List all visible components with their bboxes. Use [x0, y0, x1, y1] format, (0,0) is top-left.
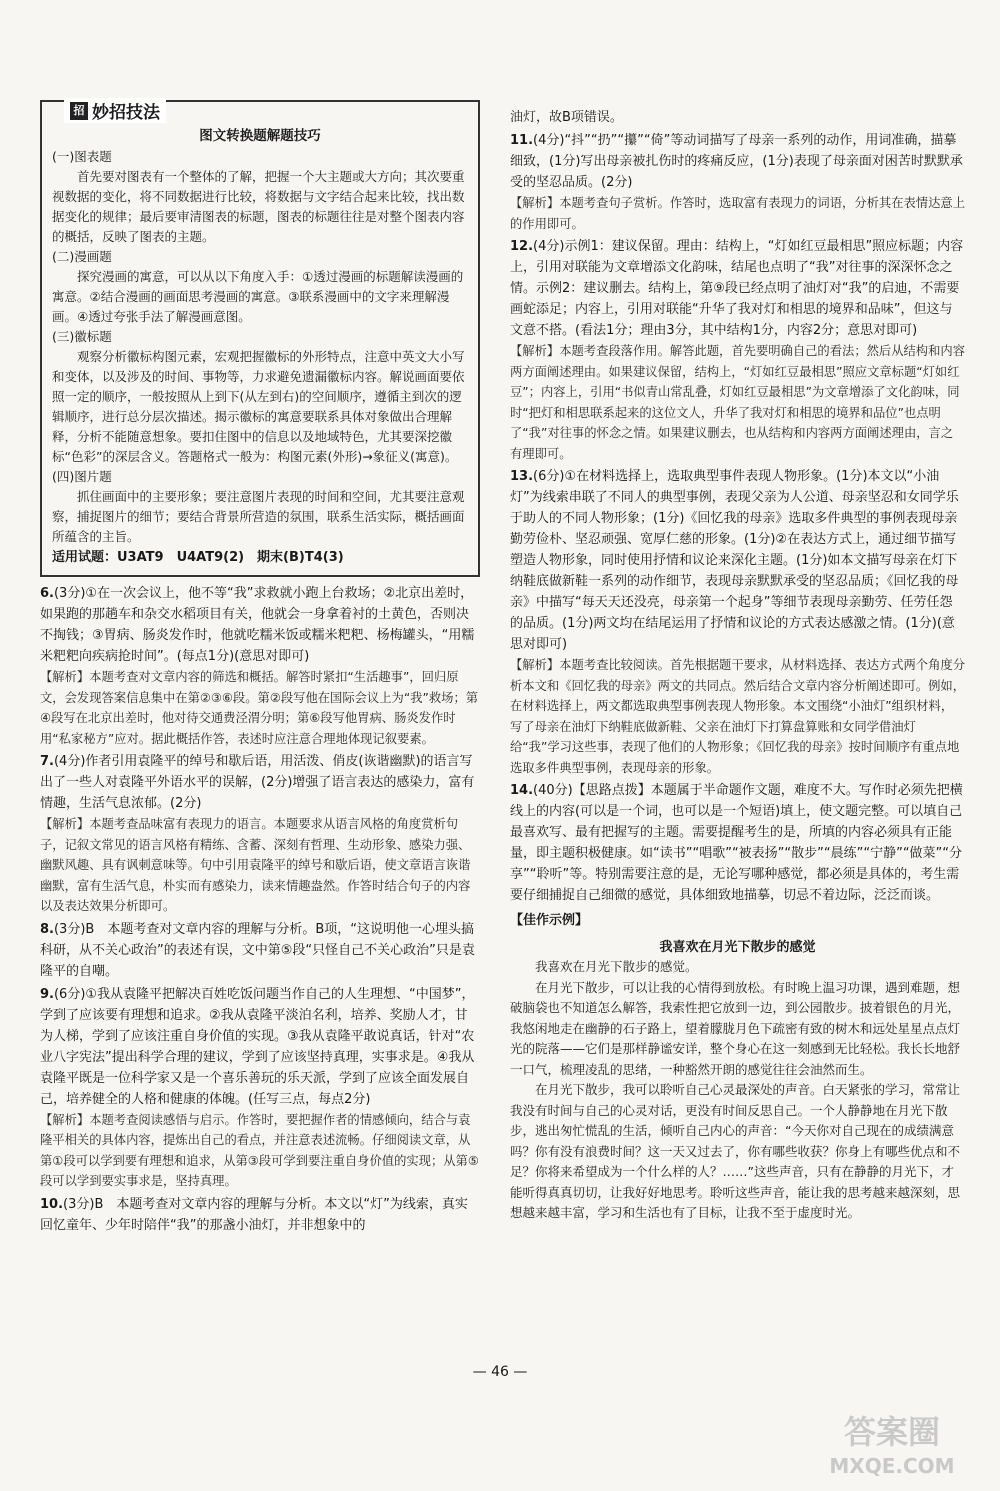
essay-title: 我喜欢在月光下散步的感觉 — [659, 940, 816, 955]
tips-section-heading: (一)图表题 — [52, 149, 112, 164]
answer-number: 11. — [510, 133, 534, 148]
left-answer-list — [40, 583, 480, 1236]
answer-text: (4分)“抖”“扔”“攥”“倚”等动词描写了母亲一系列的动作，用词准确，描摹细致，(1分)写出母亲被扎伤时的疼痛反应，(1分)表现了母亲面对困苦时默默承受的坚忍品质。(2分) — [510, 133, 963, 190]
answer-number: 6. — [40, 586, 54, 601]
essay-label: 【佳作示例】 — [510, 913, 589, 928]
tips-section-text: 抓住画面中的主要形象；要注意图片表现的时间和空间，尤其要注意观察，捕捉图片的细节；要结合背景所营造的氛围，联系生活实际，概括画面所蕴含的主旨。 — [52, 489, 465, 544]
answer-item — [40, 984, 480, 1110]
answer-text: (40分)【思路点拨】本题属于半命题作文题，难度不大。写作时必须先把横线上的内容(可以是一个词，也可以是一个短语)填上，使文题完整。可以填自己最喜欢写、最有把握写的主题。需要提醒考生的是，所填的内容必须具有正能量，即主题积极健康。如“读书”“唱歌”“被表扬”“散步”“晨练”“宁静”“做菜”“分享”“聆听”等。特别需要注意的是，无论写哪种感觉，都必须是具体的，考生需要仔细捕捉自己细微的感觉，具体细致地描摹，切忌不着边际，泛泛而谈。 — [510, 783, 963, 903]
watermark-main: 答案圈 — [843, 1413, 941, 1451]
answer-explanation: 【解析】本题考查比较阅读。首先根据题干要求，从材料选择、表达方式两个角度分析本文和《回忆我的母亲》两文的共同点。然后结合文章内容分析阐述即可。例如，在材料选择上，两文都选取典型事例表现人物形象。本文围绕“小油灯”组织材料，写了母亲在油灯下纳鞋底做新鞋、父亲在油灯下打算盘算账和女同学借油灯给“我”学习这些事，表现了他们的人物形象；《回忆我的母亲》按时间顺序有重点地选取多件典型事例，表现母亲的形象。 — [510, 658, 965, 775]
answer-explanation: 【解析】本题考查对文章内容的筛选和概括。解答时紧扣“生活趣事”，回归原文，会发现答案信息集中在第②③⑥段。第②段写他在国际会议上为“我”救场；第④段写在北京出差时，他对待交通费泾渭分明；第⑥段写他胃病、肠炎发作时用“私家秘方”应对。据此概括作答，表述时应注意合理地体现记叙要素。 — [40, 670, 479, 746]
tips-section-text: 首先要对图表有一个整体的了解，把握一个大主题或大方向；其次要重视数据的变化，将不同数据进行比较，将数据与文字结合起来比较，找出数据变化的规律；最后要审清图表的标题，图表的标题往往是对整个图表内容的概括，反映了图表的主题。 — [52, 169, 465, 244]
left-column — [40, 100, 480, 1236]
essay-body — [510, 957, 965, 1224]
right-answer-list — [510, 107, 965, 906]
tips-section-heading: (二)漫画题 — [52, 249, 112, 264]
answer-item — [40, 1194, 480, 1236]
answer-number: 8. — [40, 921, 54, 937]
answer-explanation: 【解析】本题考查阅读感悟与启示。作答时，要把握作者的情感倾向，结合与袁隆平相关的具体内容，提炼出自己的看点，并注意表述流畅。仔细阅读文章，从第①段可以学到要有理想和追求，从第③段可学到要注重自身价值的实现；从第⑤段可以学到要实事求是，坚持真理。 — [40, 1112, 479, 1188]
answer-item — [40, 919, 480, 982]
answer-number: 13. — [510, 469, 534, 484]
answer-item — [510, 107, 965, 128]
tips-sections — [52, 147, 468, 547]
answer-text: (4分)示例1：建议保留。理由：结构上，“灯如红豆最相思”照应标题；内容上，引用对联能为文章增添文化韵味，结尾也点明了“我”对往事的深深怀念之情。示例2：建议删去。结构上，第⑨段已经点明了油灯对“我”的启迪，不需要画蛇添足；内容上，引用对联能“升华了我对灯和相思的境界和品味”，但这与文意不搭。(看法1分；理由3分，其中结构1分，内容2分；意思对即可) — [510, 239, 964, 338]
answer-item — [40, 751, 480, 814]
answer-text: (3分)B 本题考查对文章内容的理解与分析。B项，“这说明他一心埋头搞科研，从不关心政治”的表述有误，文中第⑤段“只怪自己不关心政治”只是袁隆平的自嘲。 — [40, 921, 475, 979]
answer-explanation: 【解析】本题考查句子赏析。作答时，选取富有表现力的词语，分析其在表情达意上的作用即可。 — [510, 196, 965, 231]
answer-item — [510, 780, 965, 906]
answer-number: 14. — [510, 783, 534, 798]
answer-text: 油灯，故B项错误。 — [510, 110, 623, 125]
answer-explanation: 【解析】本题考查段落作用。解答此题，首先要明确自己的看法；然后从结构和内容两方面阐述理由。如果建议保留，结构上，“灯如红豆最相思”照应文章标题“灯如红豆”；内容上，引用“书似青山常乱叠，灯如红豆最相思”为文章增添了文化韵味，同时“把灯和相思联系起来的这位文人，升华了我对灯和相思的境界和品位”也点明了“我”对往事的怀念之情。如果建议删去，也从结构和内容两方面阐述理由，言之有理即可。 — [510, 344, 965, 461]
tips-section-heading: (四)图片题 — [52, 469, 112, 484]
answer-text: (3分)①在一次会议上，他不等“我”求救就小跑上台救场；②北京出差时，如果跑的那趟车和杂交水稻项目有关，他就会一身拿着衬的土黄色，否则决不掏钱；③胃病、肠炎发作时，他就吃糯米饭或糯米粑粑、杨梅罐头，“用糯米粑粑向疾病抢时间”。(每点1分)(意思对即可) — [40, 586, 475, 664]
applies-to: 适用试题：U3AT9 U4AT9(2) 期末(B)T4(3) — [52, 550, 344, 565]
tips-tab-label: 妙招技法 — [92, 103, 160, 123]
answer-item — [510, 130, 965, 193]
answer-item — [510, 466, 965, 655]
answer-text: (6分)①在材料选择上，选取典型事件表现人物形象。(1分)本文以“小油灯”为线索串联了不同人的典型事例，表现父亲为人公道、母亲坚忍和女同学乐于助人的不同人物形象；(1分)《回忆我的母亲》选取多件典型的事例表现母亲勤劳俭朴、坚忍顽强、宽厚仁慈的形象。(1分)②在表达方式上，通过细节描写塑造人物形象，同时使用抒情和议论来深化主题。(1分)如本文描写母亲在灯下纳鞋底做新鞋一系列的动作细节，表现母亲默默承受的坚忍品质；《回忆我的母亲》中描写“每天天还没亮，母亲第一个起身”等细节表现母亲勤劳、任劳任怨的品质。(1分)两文均在结尾运用了抒情和议论的方式表达感激之情。(1分)(意思对即可) — [510, 469, 959, 652]
tips-section-text: 探究漫画的寓意，可以从以下角度入手：①透过漫画的标题解读漫画的寓意。②结合漫画的画面思考漫画的寓意。③联系漫画中的文字来理解漫画。④透过夸张手法了解漫画意图。 — [52, 269, 464, 324]
tips-tab — [64, 98, 166, 123]
answer-text: (6分)①我从袁隆平把解决百姓吃饭问题当作自己的人生理想、“中国梦”，学到了应该要有理想和追求。②我从袁隆平淡泊名利，培养、奖励人才，甘为人梯，学到了应该注重自身价值的实现。③我从袁隆平敢说真话，针对“农业八字宪法”提出科学合理的建议，学到了应该坚持真理，实事求是。④我从袁隆平既是一位科学家又是一个喜乐善玩的乐天派，学到了应该全面发展自己，培养健全的人格和健康的体魄。(任写三点，每点2分) — [40, 986, 475, 1107]
answer-number: 12. — [510, 239, 534, 254]
tips-icon: 招 — [70, 102, 88, 120]
answer-text: (3分)B 本题考查对文章内容的理解与分析。本文以“灯”为线索，真实回忆童年、少年时陪伴“我”的那盏小油灯，并非想象中的 — [40, 1196, 468, 1233]
tips-section-heading: (三)徽标题 — [52, 329, 112, 344]
watermark-sub: MXQE.COM — [829, 1454, 955, 1478]
answer-text: (4分)作者引用袁隆平的绰号和歇后语，用活泼、俏皮(诙谐幽默)的语言写出了一些人对袁隆平外语水平的误解，(2分)增强了语言表达的感染力，富有情趣，生活气息浓郁。(2分) — [40, 754, 475, 811]
tips-section-text: 观察分析徽标构图元素，宏观把握徽标的外形特点，注意中英文大小写和变体，以及涉及的时间、事物等，力求避免遗漏徽标内容。解说画面要依照一定的顺序，一般按照从上到下(从左到右)的空间顺序，遵循主到次的逻辑顺序，进行总分层次描述。揭示徽标的寓意要联系具体对象做出合理解释，分析不能随意想象。要扣住图中的信息以及地域特色，尤其要深挖徽标“色彩”的深层含义。答题格式一般为：构图元素(外形)→象征义(寓意)。 — [52, 349, 465, 464]
tips-box — [40, 100, 480, 577]
answer-number: 7. — [40, 754, 54, 769]
essay-paragraph: 在月光下散步，我可以聆听自己心灵最深处的声音。白天紧张的学习，常常让我没有时间与自己的心灵对话，更没有时间反思自己。一个人静静地在月光下散步，逃出匆忙慌乱的生活，倾听自己内心的声音：“今天你对自己现在的成绩满意吗？你有没有浪费时间？这一天又过去了，你有哪些收获？你身上有哪些优点和不足？你将来希望成为一个什么样的人？……”这些声音，只有在静静的月光下，才能听得真真切切，让我好好地思考。聆听这些声音，能让我的思考越来越深刻，思想越来越丰富，学习和生活也有了目标，让我不至于虚度时光。 — [510, 1082, 961, 1220]
answer-item — [40, 583, 480, 667]
watermark-logo — [805, 1403, 980, 1483]
right-column — [510, 105, 965, 1224]
essay-paragraph: 我喜欢在月光下散步的感觉。 — [535, 959, 698, 974]
page-number: — 46 — — [472, 1364, 528, 1380]
tips-title: 图文转换题解题技巧 — [199, 128, 321, 144]
essay-paragraph: 在月光下散步，可以让我的心情得到放松。有时晚上温习功课，遇到难题，想破脑袋也不知道怎么解答，我索性把它放到一边，到公园散步。披着银色的月光，我悠闲地走在幽静的石子路上，望着朦胧月色下疏密有致的树木和远处星星点点灯光的院落——它们是那样静谧安详，整个身心在这一刻感到无比轻松。我长长地舒一口气，梳理凌乱的思绪，一种豁然开朗的感觉往往会油然而生。 — [510, 979, 961, 1077]
answer-number: 10. — [40, 1196, 64, 1212]
answer-number: 9. — [40, 986, 54, 1002]
answer-explanation: 【解析】本题考查品味富有表现力的语言。本题要求从语言风格的角度赏析句子，记叙文常见的语言风格有精练、含蓄、深刻有哲理、生动形象、感染力强、幽默风趣、具有讽刺意味等。句中引用袁隆平的绰号和歇后语，使文章语言诙谐幽默，富有生活气息，朴实而有感染力，读来情趣盎然。作答时结合句子的内容以及表达效果分析即可。 — [40, 817, 471, 913]
answer-item — [510, 236, 965, 341]
